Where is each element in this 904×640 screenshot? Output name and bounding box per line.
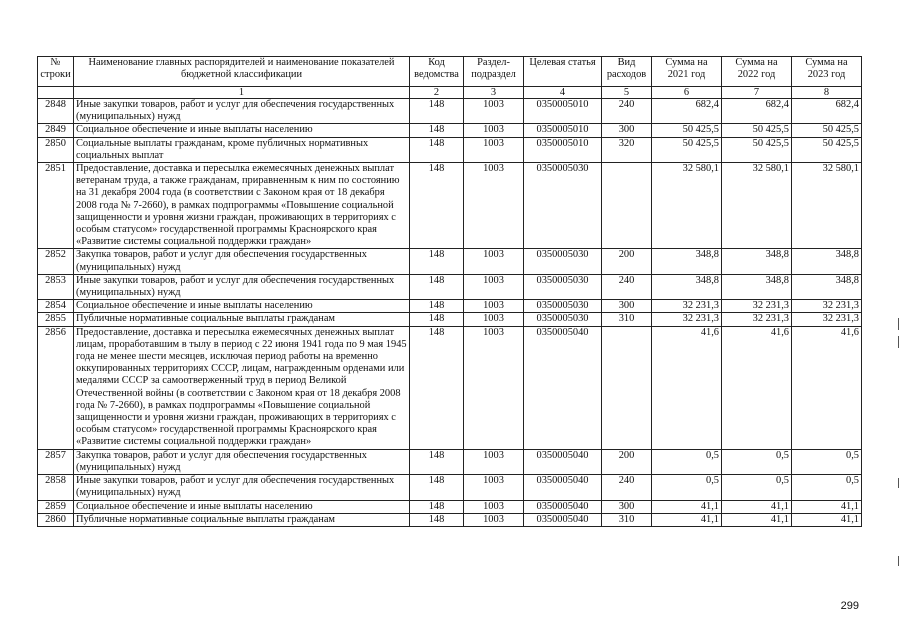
row-number: 2858	[38, 475, 74, 500]
scan-edge-mark	[898, 318, 899, 330]
row-sum-2023: 32 231,3	[792, 300, 862, 313]
row-sum-2021: 32 580,1	[652, 163, 722, 249]
row-number: 2848	[38, 99, 74, 124]
row-section: 1003	[464, 500, 524, 513]
row-sum-2023: 50 425,5	[792, 137, 862, 162]
row-target-article: 0350005010	[524, 124, 602, 137]
row-sum-2021: 682,4	[652, 99, 722, 124]
row-dept-code: 148	[410, 137, 464, 162]
row-section: 1003	[464, 124, 524, 137]
row-section: 1003	[464, 137, 524, 162]
row-sum-2021: 0,5	[652, 449, 722, 474]
row-number: 2850	[38, 137, 74, 162]
table-row	[38, 274, 862, 299]
row-sum-2023: 0,5	[792, 449, 862, 474]
header-dept-code: Код ведомства	[410, 57, 464, 87]
row-target-article: 0350005030	[524, 313, 602, 326]
row-sum-2023: 32 580,1	[792, 163, 862, 249]
row-section: 1003	[464, 313, 524, 326]
header-name: Наименование главных распорядителей и наименование показателей бюджетной классификации	[74, 57, 410, 87]
budget-table-sheet	[37, 56, 861, 527]
row-section: 1003	[464, 249, 524, 274]
column-index: 1	[74, 87, 410, 99]
row-target-article: 0350005040	[524, 513, 602, 526]
row-target-article: 0350005010	[524, 99, 602, 124]
budget-table	[37, 56, 862, 527]
row-name: Иные закупки товаров, работ и услуг для обеспечения государственных (муниципальных) нужд	[74, 99, 410, 124]
row-sum-2021: 50 425,5	[652, 124, 722, 137]
row-dept-code: 148	[410, 99, 464, 124]
row-section: 1003	[464, 99, 524, 124]
row-sum-2022: 50 425,5	[722, 124, 792, 137]
row-expense-type: 200	[602, 449, 652, 474]
row-dept-code: 148	[410, 449, 464, 474]
row-dept-code: 148	[410, 274, 464, 299]
table-row	[38, 124, 862, 137]
header-sum-2022: Сумма на 2022 год	[722, 57, 792, 87]
table-row	[38, 163, 862, 249]
row-number: 2854	[38, 300, 74, 313]
column-index: 8	[792, 87, 862, 99]
row-name: Публичные нормативные социальные выплаты гражданам	[74, 313, 410, 326]
column-index: 4	[524, 87, 602, 99]
row-dept-code: 148	[410, 513, 464, 526]
row-sum-2021: 32 231,3	[652, 300, 722, 313]
row-section: 1003	[464, 449, 524, 474]
row-section: 1003	[464, 475, 524, 500]
row-name: Закупка товаров, работ и услуг для обеспечения государственных (муниципальных) нужд	[74, 249, 410, 274]
row-sum-2022: 32 231,3	[722, 300, 792, 313]
row-sum-2023: 41,1	[792, 500, 862, 513]
row-sum-2023: 348,8	[792, 249, 862, 274]
row-name: Социальное обеспечение и иные выплаты населению	[74, 500, 410, 513]
row-section: 1003	[464, 274, 524, 299]
table-row	[38, 99, 862, 124]
row-target-article: 0350005030	[524, 300, 602, 313]
header-section: Раздел- подраздел	[464, 57, 524, 87]
row-dept-code: 148	[410, 124, 464, 137]
column-index: 7	[722, 87, 792, 99]
row-sum-2021: 41,1	[652, 513, 722, 526]
row-dept-code: 148	[410, 500, 464, 513]
row-sum-2022: 348,8	[722, 274, 792, 299]
row-expense-type: 240	[602, 475, 652, 500]
row-sum-2022: 32 231,3	[722, 313, 792, 326]
row-sum-2023: 348,8	[792, 274, 862, 299]
row-target-article: 0350005030	[524, 274, 602, 299]
row-number: 2853	[38, 274, 74, 299]
row-expense-type: 310	[602, 313, 652, 326]
scan-edge-mark	[898, 336, 899, 348]
row-name: Социальное обеспечение и иные выплаты населению	[74, 124, 410, 137]
row-section: 1003	[464, 300, 524, 313]
header-sum-2021: Сумма на 2021 год	[652, 57, 722, 87]
header-row	[38, 57, 862, 87]
column-index: 2	[410, 87, 464, 99]
header-target-article: Целевая статья	[524, 57, 602, 87]
scan-edge-mark	[898, 556, 899, 566]
row-sum-2023: 0,5	[792, 475, 862, 500]
table-body	[38, 99, 862, 527]
scan-edge-mark	[898, 478, 899, 488]
row-name: Закупка товаров, работ и услуг для обеспечения государственных (муниципальных) нужд	[74, 449, 410, 474]
row-sum-2021: 50 425,5	[652, 137, 722, 162]
row-expense-type: 320	[602, 137, 652, 162]
table-row	[38, 137, 862, 162]
row-sum-2023: 682,4	[792, 99, 862, 124]
row-number: 2852	[38, 249, 74, 274]
row-number: 2859	[38, 500, 74, 513]
row-target-article: 0350005040	[524, 449, 602, 474]
column-index-row	[38, 87, 862, 99]
row-sum-2023: 41,6	[792, 326, 862, 449]
row-number: 2855	[38, 313, 74, 326]
header-row-number: № строки	[38, 57, 74, 87]
table-row	[38, 449, 862, 474]
table-row	[38, 300, 862, 313]
row-sum-2021: 41,1	[652, 500, 722, 513]
row-expense-type: 240	[602, 274, 652, 299]
row-number: 2860	[38, 513, 74, 526]
row-dept-code: 148	[410, 300, 464, 313]
row-sum-2021: 0,5	[652, 475, 722, 500]
row-sum-2022: 0,5	[722, 449, 792, 474]
table-row	[38, 475, 862, 500]
row-dept-code: 148	[410, 313, 464, 326]
row-number: 2849	[38, 124, 74, 137]
row-target-article: 0350005040	[524, 475, 602, 500]
row-target-article: 0350005010	[524, 137, 602, 162]
page-number: 299	[840, 600, 859, 612]
row-expense-type: 310	[602, 513, 652, 526]
row-number: 2857	[38, 449, 74, 474]
row-sum-2022: 348,8	[722, 249, 792, 274]
row-dept-code: 148	[410, 475, 464, 500]
row-expense-type: 300	[602, 300, 652, 313]
row-name: Социальное обеспечение и иные выплаты населению	[74, 300, 410, 313]
row-target-article: 0350005040	[524, 326, 602, 449]
column-index: 6	[652, 87, 722, 99]
row-sum-2023: 41,1	[792, 513, 862, 526]
row-expense-type: 300	[602, 124, 652, 137]
table-row	[38, 500, 862, 513]
table-row	[38, 326, 862, 449]
header-sum-2023: Сумма на 2023 год	[792, 57, 862, 87]
row-number: 2856	[38, 326, 74, 449]
row-name: Социальные выплаты гражданам, кроме публичных нормативных социальных выплат	[74, 137, 410, 162]
row-expense-type: 200	[602, 249, 652, 274]
row-number: 2851	[38, 163, 74, 249]
row-sum-2021: 41,6	[652, 326, 722, 449]
row-expense-type: 300	[602, 500, 652, 513]
row-sum-2023: 32 231,3	[792, 313, 862, 326]
row-expense-type	[602, 326, 652, 449]
row-expense-type: 240	[602, 99, 652, 124]
column-index: 5	[602, 87, 652, 99]
row-section: 1003	[464, 163, 524, 249]
table-row	[38, 313, 862, 326]
row-section: 1003	[464, 513, 524, 526]
header-expense-type: Вид расходов	[602, 57, 652, 87]
row-target-article: 0350005030	[524, 163, 602, 249]
row-sum-2022: 50 425,5	[722, 137, 792, 162]
row-dept-code: 148	[410, 326, 464, 449]
row-sum-2022: 41,1	[722, 513, 792, 526]
row-sum-2022: 41,6	[722, 326, 792, 449]
row-sum-2022: 32 580,1	[722, 163, 792, 249]
row-dept-code: 148	[410, 163, 464, 249]
column-index: 3	[464, 87, 524, 99]
row-name: Предоставление, доставка и пересылка ежемесячных денежных выплат лицам, проработавшим в тылу в период с 22 июня 1941 года по 9 мая 1945 года не менее шести месяцев, исключая период работы на временно оккупированных территориях СССР, лицам, награжденным орденами или медалями СССР за самоотверженный труд в период Великой Отечественной войны (в соответствии с Законом края от 18 декабря 2008 года № 7-2660), в рамках подпрограммы «Повышение социальной защищенности и уровня жизни граждан, проживающих в территориях с особым статусом» государственной программы Красноярского края «Развитие системы социальной поддержки граждан»	[74, 326, 410, 449]
row-name: Публичные нормативные социальные выплаты гражданам	[74, 513, 410, 526]
row-target-article: 0350005030	[524, 249, 602, 274]
row-sum-2021: 348,8	[652, 274, 722, 299]
row-sum-2022: 41,1	[722, 500, 792, 513]
row-name: Предоставление, доставка и пересылка ежемесячных денежных выплат ветеранам труда, а также гражданам, приравненным к ним по состоянию на 31 декабря 2004 года (в соответствии с Законом края от 18 декабря 2008 года № 7-2660), в рамках подпрограммы «Повышение социальной защищенности и уровня жизни граждан, проживающих в территориях с особым статусом» государственной программы Красноярского края «Развитие системы социальной поддержки граждан»	[74, 163, 410, 249]
table-row	[38, 513, 862, 526]
row-sum-2023: 50 425,5	[792, 124, 862, 137]
row-sum-2021: 348,8	[652, 249, 722, 274]
column-index	[38, 87, 74, 99]
row-sum-2022: 0,5	[722, 475, 792, 500]
table-row	[38, 249, 862, 274]
row-sum-2021: 32 231,3	[652, 313, 722, 326]
row-name: Иные закупки товаров, работ и услуг для обеспечения государственных (муниципальных) нужд	[74, 475, 410, 500]
row-name: Иные закупки товаров, работ и услуг для обеспечения государственных (муниципальных) нужд	[74, 274, 410, 299]
row-section: 1003	[464, 326, 524, 449]
row-expense-type	[602, 163, 652, 249]
row-target-article: 0350005040	[524, 500, 602, 513]
row-dept-code: 148	[410, 249, 464, 274]
row-sum-2022: 682,4	[722, 99, 792, 124]
